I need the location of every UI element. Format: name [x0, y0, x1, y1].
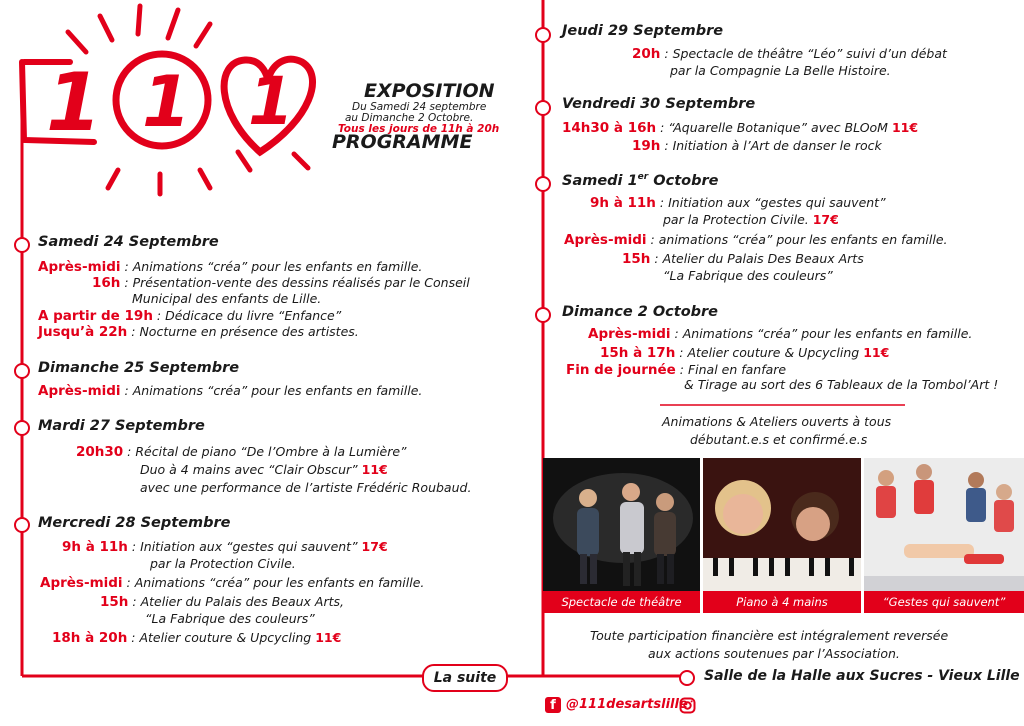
la-suite-label: La suite — [433, 670, 497, 686]
day-samedi-1: Samedi 1er Octobre — [562, 172, 719, 189]
day-jeudi-29: Jeudi 29 Septembre — [562, 23, 724, 39]
svg-text:1: 1 — [142, 61, 191, 143]
event-line: 15h à 17h : Atelier couture & Upcycling 11€ — [600, 345, 890, 361]
dates-line2: au Dimanche 2 Octobre. — [345, 112, 474, 124]
timeline-dot — [14, 420, 30, 436]
event-line: 14h30 à 16h : “Aquarelle Botanique” avec BLOoM 11€ — [562, 120, 919, 136]
event-line-cont: par la Compagnie La Belle Histoire. — [670, 63, 891, 78]
event-line: Après-midi : animations “créa” pour les enfants en famille. — [564, 232, 948, 248]
gestes-illustration — [864, 458, 1024, 613]
timeline-dot — [14, 517, 30, 533]
la-suite-badge[interactable] — [422, 664, 508, 692]
event-line: Après-midi : Animations “créa” pour les enfants en famille. — [40, 575, 425, 591]
event-line-cont: avec une performance de l’artiste Frédéric Roubaud. — [140, 480, 472, 495]
timeline-dot — [535, 176, 551, 192]
logo-111 — [10, 2, 330, 197]
timeline-dot — [679, 670, 695, 686]
photo-theatre — [543, 458, 700, 613]
event-line: 16h : Présentation-vente des dessins réalisés par le Conseil — [92, 275, 470, 291]
hours-line: Tous les jours de 11h à 20h — [338, 123, 500, 135]
timeline-dot — [535, 100, 551, 116]
ateliers-line2: débutant.e.s et confirmé.e.s — [690, 432, 868, 447]
day-mardi-27: Mardi 27 Septembre — [38, 418, 205, 434]
photo-caption: Piano à 4 mains — [703, 591, 861, 613]
footer-note-line1: Toute participation financière est intégralement reversée — [590, 628, 949, 643]
theatre-illustration — [543, 458, 700, 613]
exposition-title: EXPOSITION — [364, 80, 495, 102]
svg-text:1: 1 — [248, 63, 294, 140]
event-line-cont: Duo à 4 mains avec “Clair Obscur” 11€ — [140, 462, 388, 477]
programme-title: PROGRAMME — [332, 131, 473, 153]
facebook-icon[interactable]: f — [545, 697, 561, 713]
event-line: 15h : Atelier du Palais Des Beaux Arts — [622, 251, 864, 267]
event-line-cont: “La Fabrique des couleurs” — [145, 611, 315, 626]
instagram-icon[interactable] — [679, 697, 696, 714]
event-line: 20h30 : Récital de piano “De l’Ombre à la Lumière” — [76, 444, 407, 460]
event-line: A partir de 19h : Dédicace du livre “Enfance” — [38, 308, 342, 324]
photo-caption: “Gestes qui sauvent” — [864, 591, 1024, 613]
day-vendredi-30: Vendredi 30 Septembre — [562, 96, 756, 112]
day-dimanche-25: Dimanche 25 Septembre — [38, 360, 240, 376]
event-line-cont: par la Protection Civile. — [150, 556, 296, 571]
event-line: 9h à 11h : Initiation aux “gestes qui sauvent” — [590, 195, 886, 211]
event-line-cont: “La Fabrique des couleurs” — [663, 268, 833, 283]
timeline-dot — [14, 237, 30, 253]
event-line: Fin de journée : Final en fanfare — [566, 362, 787, 378]
timeline-dot — [14, 363, 30, 379]
ateliers-line1: Animations & Ateliers ouverts à tous — [662, 414, 892, 429]
photo-gestes — [864, 458, 1024, 613]
event-line: Jusqu’à 22h : Nocturne en présence des artistes. — [38, 324, 359, 340]
event-line: 15h : Atelier du Palais des Beaux Arts, — [100, 594, 344, 610]
event-line: 18h à 20h : Atelier couture & Upcycling 11€ — [52, 630, 342, 646]
photo-piano — [703, 458, 861, 613]
footer-note-line2: aux actions soutenues par l’Association. — [648, 646, 900, 661]
piano-illustration — [703, 458, 861, 613]
event-line-cont: Municipal des enfants de Lille. — [132, 291, 322, 306]
day-dimanche-2: Dimance 2 Octobre — [562, 304, 719, 320]
event-line: Après-midi : Animations “créa” pour les enfants en famille. — [38, 383, 423, 399]
event-line-cont: par la Protection Civile. 17€ — [663, 212, 839, 227]
dates-line1: Du Samedi 24 septembre — [352, 101, 487, 113]
venue-label: Salle de la Halle aux Sucres - Vieux Lille — [704, 668, 1020, 684]
timeline-dot — [535, 307, 551, 323]
event-line: Après-midi : Animations “créa” pour les enfants en famille. — [38, 259, 423, 275]
event-line: 9h à 11h : Initiation aux “gestes qui sauvent” 17€ — [62, 539, 388, 555]
svg-text:1: 1 — [46, 56, 102, 149]
day-samedi-24: Samedi 24 Septembre — [38, 234, 219, 250]
event-line-cont: & Tirage au sort des 6 Tableaux de la Tombol’Art ! — [684, 377, 999, 392]
event-line: Après-midi : Animations “créa” pour les enfants en famille. — [588, 326, 973, 342]
timeline-dot — [535, 27, 551, 43]
day-mercredi-28: Mercredi 28 Septembre — [38, 515, 231, 531]
social-handle[interactable]: @111desartslille — [566, 697, 688, 712]
photo-caption: Spectacle de théâtre — [543, 591, 700, 613]
event-line: 19h : Initiation à l’Art de danser le rock — [632, 138, 882, 154]
event-line: 20h : Spectacle de théâtre “Léo” suivi d’un débat — [632, 46, 947, 62]
